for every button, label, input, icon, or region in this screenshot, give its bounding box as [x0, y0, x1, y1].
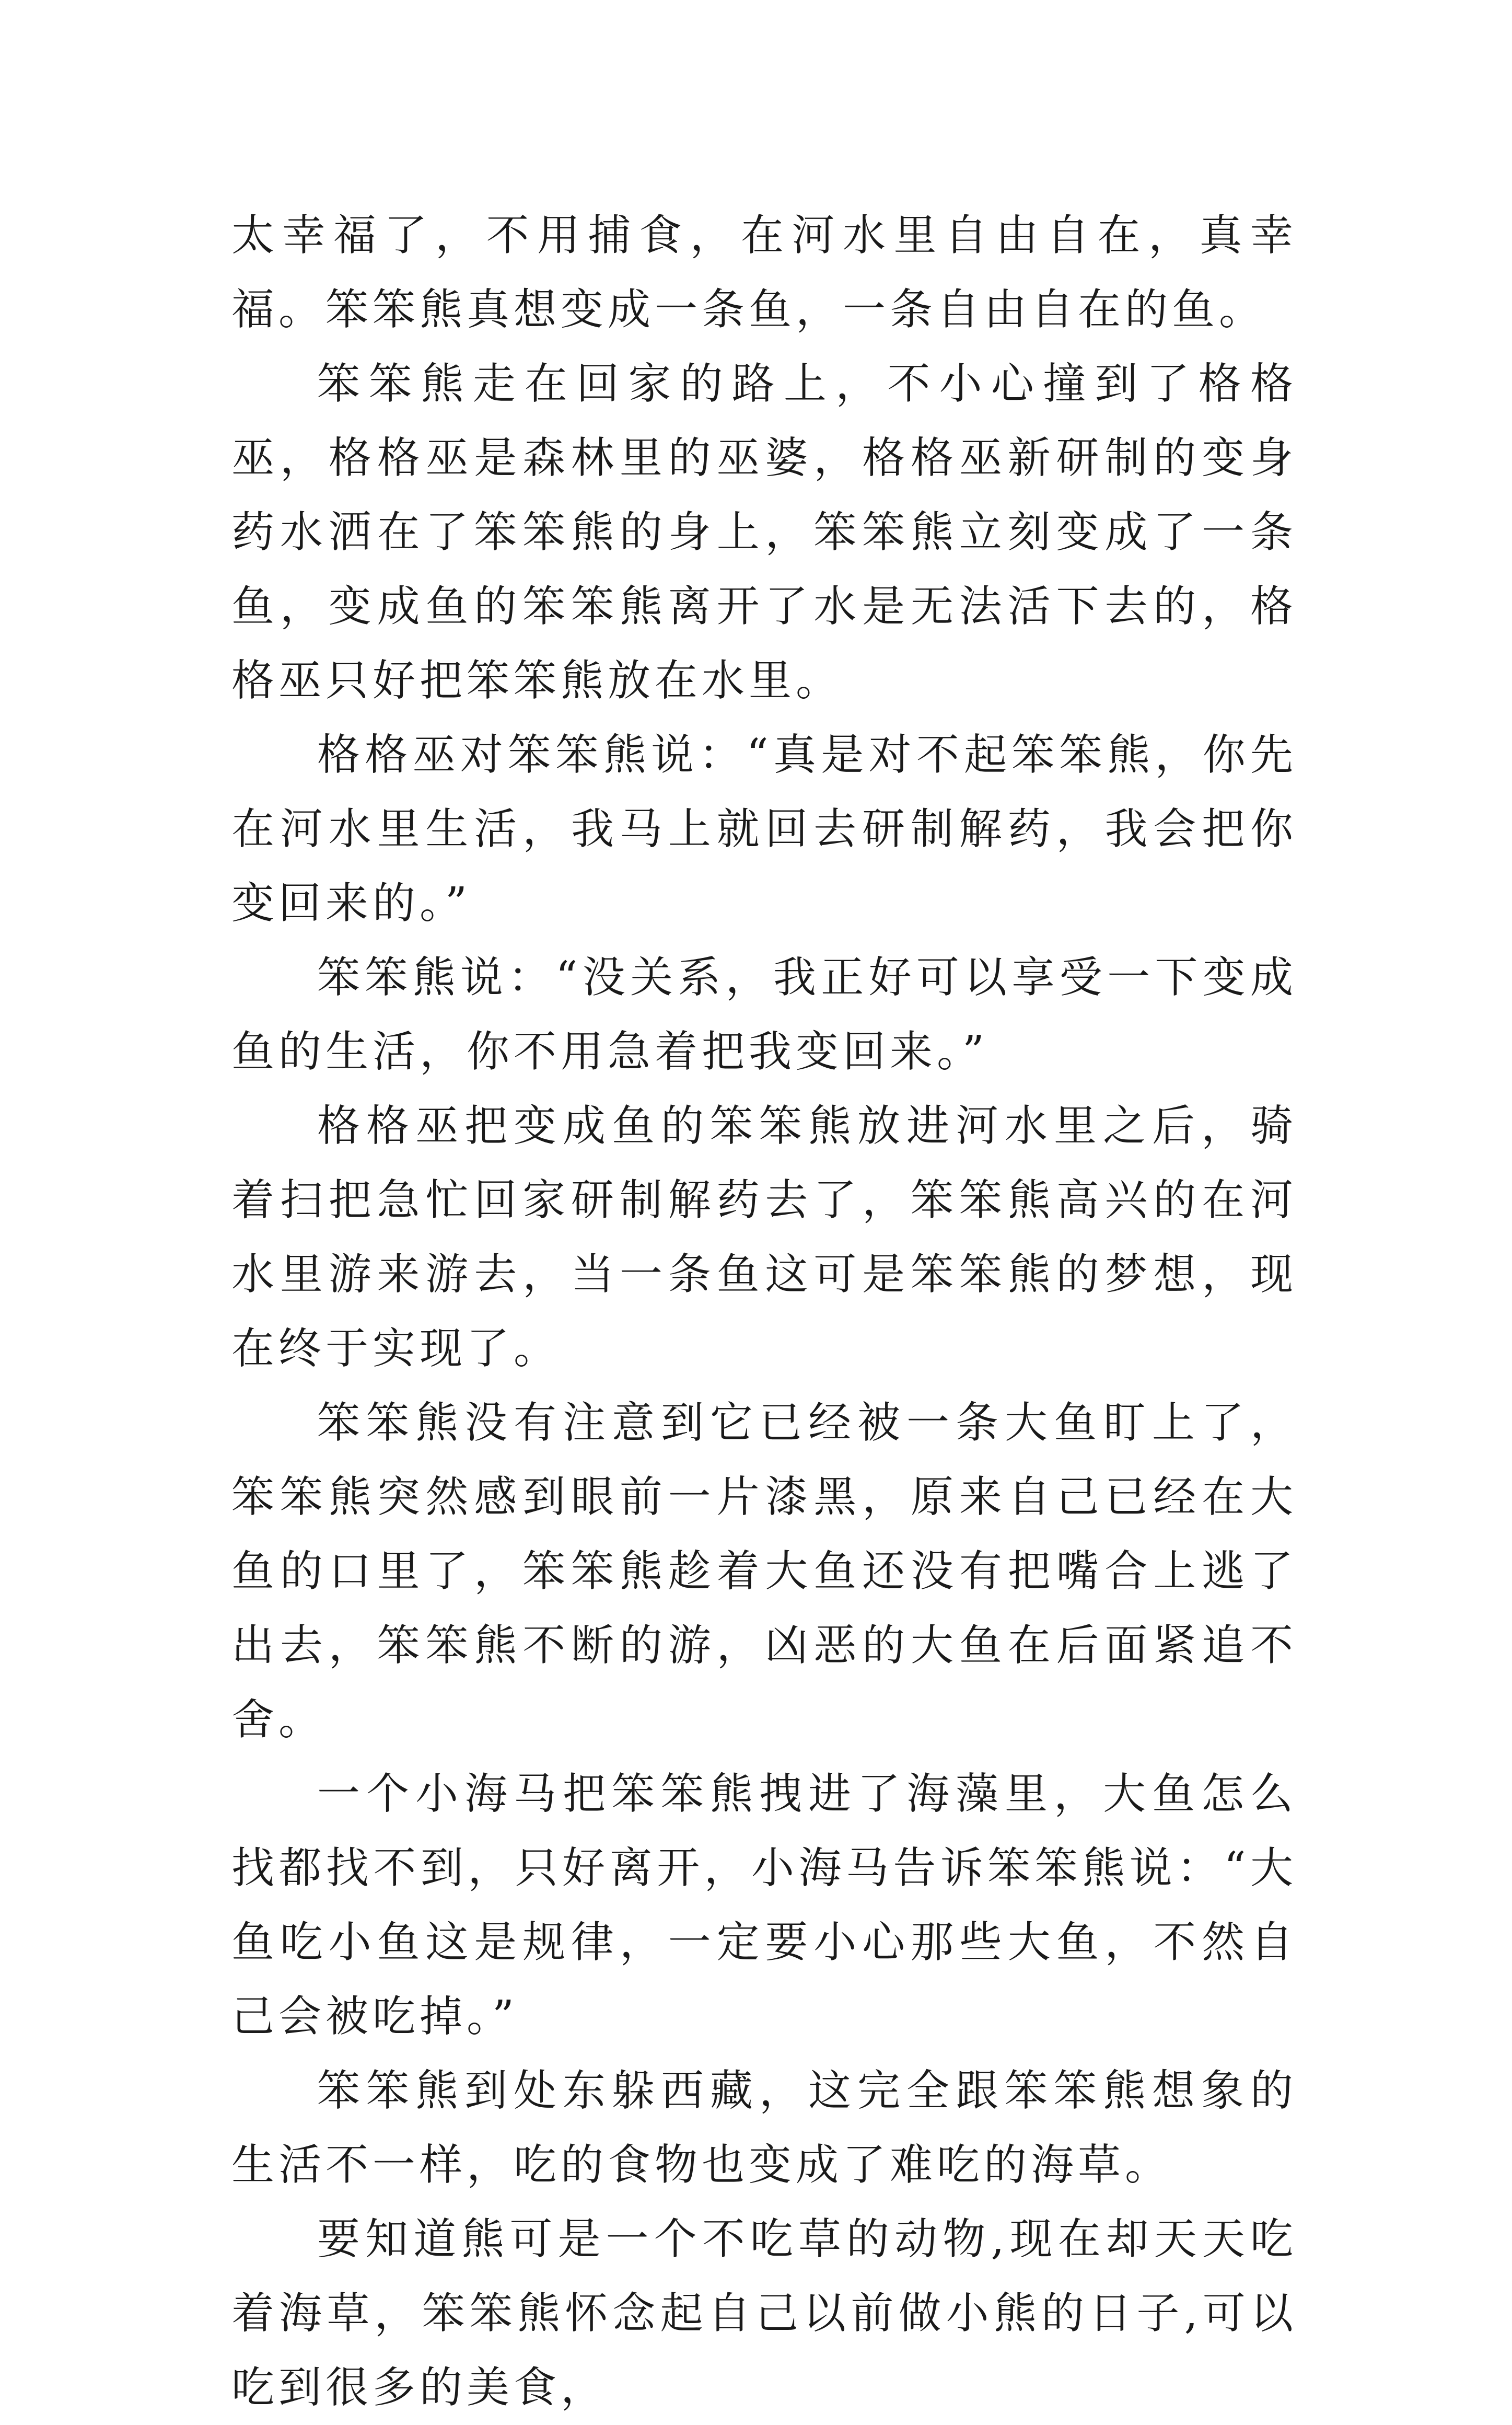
paragraph-1: 太幸福了，不用捕食，在河水里自由自在，真幸福。笨笨熊真想变成一条鱼，一条自由自在的鱼。 — [231, 211, 1297, 334]
paragraph-3: 格格巫对笨笨熊说：“真是对不起笨笨熊，你先在河水里生活，我马上就回去研制解药，我会把你变回来的。” — [231, 730, 1297, 928]
paragraph-2: 笨笨熊走在回家的路上，不小心撞到了格格巫，格格巫是森林里的巫婆，格格巫新研制的变身药水洒在了笨笨熊的身上，笨笨熊立刻变成了一条鱼，变成鱼的笨笨熊离开了水是无法活下去的，格格巫只好把笨笨熊放在水里。 — [231, 359, 1297, 706]
paragraph-4: 笨笨熊说：“没关系，我正好可以享受一下变成鱼的生活，你不用急着把我变回来。” — [231, 953, 1297, 1077]
paragraph-7: 一个小海马把笨笨熊拽进了海藻里，大鱼怎么找都找不到，只好离开，小海马告诉笨笨熊说：“大鱼吃小鱼这是规律，一定要小心那些大鱼，不然自己会被吃掉。” — [231, 1769, 1297, 2041]
paragraph-9: 要知道熊可是一个不吃草的动物,现在却天天吃着海草，笨笨熊怀念起自己以前做小熊的日子,可以吃到很多的美食， — [231, 2214, 1297, 2412]
paragraph-8: 笨笨熊到处东躲西藏，这完全跟笨笨熊想象的生活不一样，吃的食物也变成了难吃的海草。 — [231, 2066, 1297, 2190]
paragraph-6: 笨笨熊没有注意到它已经被一条大鱼盯上了，笨笨熊突然感到眼前一片漆黑，原来自己已经在大鱼的口里了，笨笨熊趁着大鱼还没有把嘴合上逃了出去，笨笨熊不断的游，凶恶的大鱼在后面紧追不舍。 — [231, 1398, 1297, 1745]
paragraph-5: 格格巫把变成鱼的笨笨熊放进河水里之后，骑着扫把急忙回家研制解药去了，笨笨熊高兴的在河水里游来游去，当一条鱼这可是笨笨熊的梦想，现在终于实现了。 — [231, 1101, 1297, 1373]
story-text — [231, 199, 1297, 2425]
